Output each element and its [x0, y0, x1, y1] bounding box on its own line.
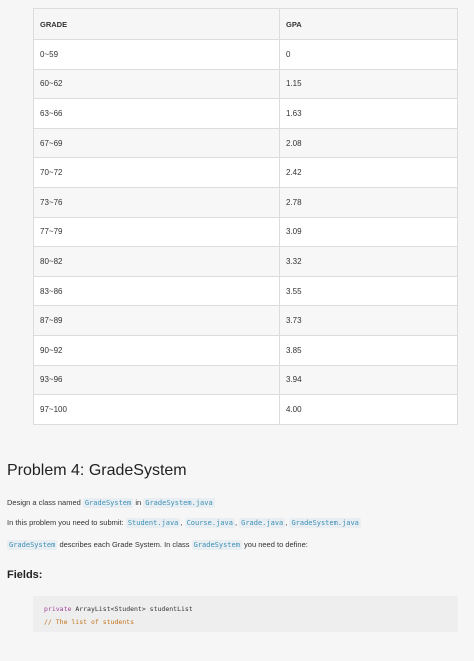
- text-segment: describes each Grade System. In class: [57, 540, 192, 549]
- inline-code-grade-file: Grade.java: [241, 519, 284, 527]
- code-keyword: private: [44, 605, 72, 613]
- gpa-cell: 1.63: [280, 99, 458, 129]
- class-definition-line: [7, 539, 308, 551]
- column-header-gpa: GPA: [280, 9, 458, 40]
- gpa-cell: 3.09: [280, 217, 458, 247]
- grade-cell: 63~66: [34, 99, 280, 129]
- gpa-cell: 4.00: [280, 395, 458, 425]
- grade-cell: 87~89: [34, 306, 280, 336]
- fields-code-block: [33, 596, 458, 632]
- table-row: [34, 395, 458, 425]
- table-row: [34, 128, 458, 158]
- table-row: [34, 306, 458, 336]
- grade-cell: 77~79: [34, 217, 280, 247]
- grade-cell: 83~86: [34, 276, 280, 306]
- table-row: [34, 99, 458, 129]
- gpa-cell: 2.08: [280, 128, 458, 158]
- grade-cell: 93~96: [34, 365, 280, 395]
- gpa-cell: 3.85: [280, 335, 458, 365]
- grade-cell: 90~92: [34, 335, 280, 365]
- inline-code-filename: GradeSystem.java: [145, 499, 213, 507]
- code-line-declaration: [44, 603, 447, 616]
- gpa-cell: 2.78: [280, 187, 458, 217]
- text-segment: ,: [234, 518, 240, 527]
- gpa-cell: 3.94: [280, 365, 458, 395]
- inline-code-gradesystem-file: GradeSystem.java: [291, 519, 359, 527]
- gpa-cell: 2.42: [280, 158, 458, 188]
- grade-gpa-table: [33, 8, 458, 425]
- table-row: [34, 187, 458, 217]
- inline-code-course-file: Course.java: [186, 519, 233, 527]
- gpa-cell: 3.32: [280, 247, 458, 277]
- grade-cell: 80~82: [34, 247, 280, 277]
- text-segment: in: [133, 498, 144, 507]
- text-segment: In this problem you need to submit:: [7, 518, 126, 527]
- grade-cell: 67~69: [34, 128, 280, 158]
- gpa-cell: 1.15: [280, 69, 458, 99]
- table-row: [34, 276, 458, 306]
- text-segment: you need to define:: [241, 540, 308, 549]
- text-segment: Design a class named: [7, 498, 83, 507]
- grade-cell: 97~100: [34, 395, 280, 425]
- grade-cell: 60~62: [34, 69, 280, 99]
- code-declaration: ArrayList<Student> studentList: [71, 605, 193, 613]
- submission-files-line: [7, 517, 361, 529]
- inline-code-classname: GradeSystem: [84, 499, 132, 507]
- grade-cell: 70~72: [34, 158, 280, 188]
- inline-code-classname: GradeSystem: [193, 541, 240, 549]
- problem-title: Problem 4: GradeSystem: [7, 462, 187, 479]
- table-row: [34, 365, 458, 395]
- text-segment: ,: [180, 518, 185, 527]
- code-line-comment: [44, 616, 447, 629]
- table-row: [34, 69, 458, 99]
- text-segment: ,: [285, 518, 290, 527]
- gpa-cell: 0: [280, 40, 458, 70]
- table-row: [34, 158, 458, 188]
- inline-code-student-file: Student.java: [127, 519, 179, 527]
- gpa-cell: 3.55: [280, 276, 458, 306]
- table-row: [34, 247, 458, 277]
- class-description-line: [7, 497, 215, 509]
- table-row: [34, 217, 458, 247]
- fields-heading: Fields:: [7, 569, 43, 581]
- table-row: [34, 335, 458, 365]
- column-header-grade: GRADE: [34, 9, 280, 40]
- grade-cell: 0~59: [34, 40, 280, 70]
- code-comment: // The list of students: [44, 618, 135, 626]
- table-header-row: [34, 9, 458, 40]
- grade-cell: 73~76: [34, 187, 280, 217]
- table-row: [34, 40, 458, 70]
- gpa-cell: 3.73: [280, 306, 458, 336]
- inline-code-classname: GradeSystem: [9, 541, 56, 549]
